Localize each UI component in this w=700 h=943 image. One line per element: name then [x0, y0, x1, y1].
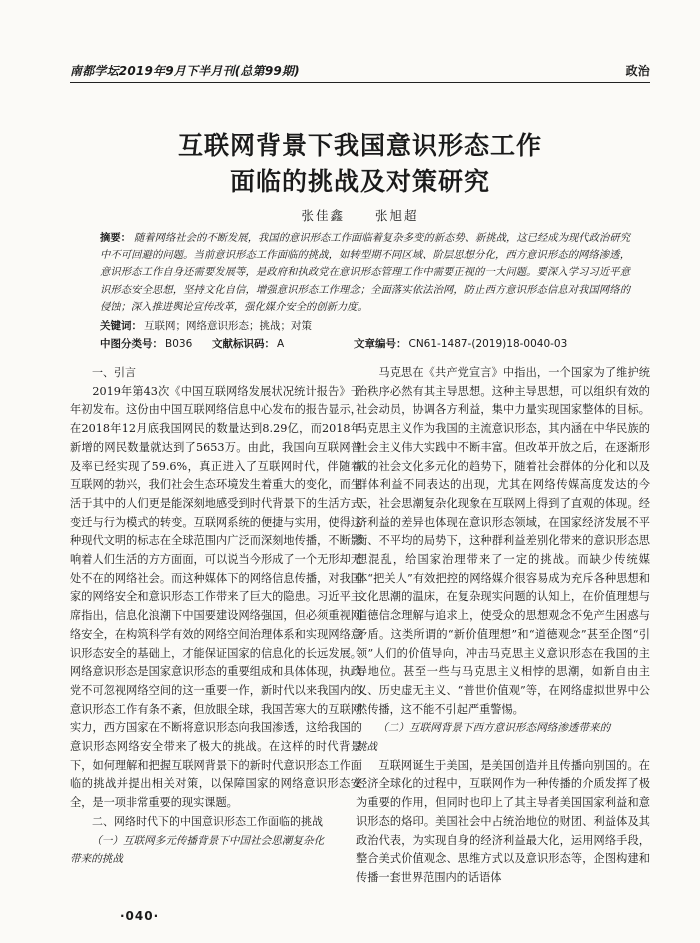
section-heading-intro: 一、引言 — [92, 366, 136, 379]
author-list — [70, 206, 650, 224]
article-title — [70, 128, 650, 200]
abstract-label: 摘要： — [100, 232, 132, 244]
subsection-heading-2: （二）互联网背景下西方意识形态网络渗透带来的 — [377, 722, 611, 735]
article-number-value: CN61-1487-(2019)18-0040-03 — [408, 338, 568, 350]
page-number: ·040· — [120, 909, 160, 923]
subsection-heading-1-cont: 带来的挑战 — [70, 853, 123, 866]
article-number-label: 文章编号： — [354, 338, 407, 350]
section-name: 政治 — [625, 64, 650, 78]
subsection-heading-1: （一）互联网多元传播背景下中国社会思潮复杂化 — [91, 834, 325, 847]
journal-name: 南都学坛2019年9月下半月刊(总第99期) — [70, 64, 300, 78]
paragraph: 马克思在《共产党宣言》中指出，一个国家为了维护统治秩序必然有其主导思想。这种主导思想，可以组织有效的社会动员，协调各方利益，集中力量实现国家整体的目标。马克思主义作为我国的主流意识形态，其内涵在中华民族的社会主义伟大实践中不断丰富。但改革开放之后，在逐渐形成的社会文化多元化的趋势下，随着社会群体的分化和以及群体利益不同表达的出现，尤其在网络传媒高度发达的今天，社会思潮复杂化现象在互联网上得到了直观的体现。经济利益的差异也体现在意识形态领域，在国家经济发展不平衡、不平均的局势下，这种群利益差别化带来的意识形态思想混乱，给国家治理带来了一定的挑战。而缺少传统媒体“把关人”有效把控的网络媒介很容易成为充斥各种思想和文化思潮的温床，在复杂现实问题的认知上，在价值理想与道德信念理解与追求上，使受众的思想观念不免产生困惑与矛盾。这类所谓的“新价值理想”和“道德观念”甚至企图“引领”人们的价值导向，冲击马克思主义意识形态在我国的主导地位。甚至一些与马克思主义相悖的思潮，如新自由主义、历史虚无主义、“普世价值观”等，在网络虚拟世界中公然传播，这不能不引起严重警惕。 — [356, 366, 650, 716]
clc-label: 中图分类号： — [100, 338, 163, 350]
author-name: 张佳鑫 — [301, 208, 345, 223]
keywords-label: 关键词： — [100, 320, 142, 332]
abstract — [100, 230, 630, 316]
subsection-heading-2-cont: 挑战 — [356, 741, 378, 754]
doc-code-value: A — [277, 338, 285, 350]
abstract-text: 随着网络社会的不断发展，我国的意识形态工作面临着复杂多变的新态势、新挑战，这已经成为现代政治研究中不可回避的问题。当前意识形态工作面临的挑战，如转型期不同区域、阶层思想分化，西方意识形态的网络渗透，意识形态工作自身还需要发展等，是政府和执政党在意识形态管理工作中需要正视的一大问题。要深入学习习近平意识形态安全思想，坚持文化自信，增强意识形态工作理念；全面落实依法治网，防止西方意识形态信息对我国网络的侵蚀；深入推进舆论宣传改革，强化媒介安全的创新力度。 — [100, 232, 631, 313]
title-line-1: 互联网背景下我国意识形态工作 — [177, 131, 542, 160]
running-head — [70, 62, 650, 79]
header-rule — [70, 82, 650, 83]
keywords-text: 互联网；网络意识形态；挑战；对策 — [144, 320, 312, 332]
paragraph: 互联网诞生于美国，是美国创造并且传播向别国的。在经济全球化的过程中，互联网作为一种传播的介质发挥了极为重要的作用，但同时也印上了其主导者美国国家利益和意识形态的烙印。美国社会中占统治地位的财团、利益体及其政治代表，为实现自身的经济利益最大化，运用网络手段，整合美式价值观念、思维方式以及意识形态等，企图构建和传播一套世界范围内的话语体 — [356, 758, 650, 884]
left-column — [70, 364, 362, 869]
author-name: 张旭超 — [374, 208, 419, 223]
clc-field — [100, 336, 192, 351]
section-heading-challenges: 二、网络时代下的中国意识形态工作面临的挑战 — [92, 814, 323, 828]
clc-value: B036 — [165, 338, 193, 350]
paragraph: 2019年第43次《中国互联网络发展状况统计报告》于年初发布。这份由中国互联网络信息中心发布的报告显示，在2018年12月底我国网民的数量达到8.29亿，而2018年新增的网民数量就达到了5653万。由此，我国向互联网普及率已经实现了59.6%，真正进入了互联网时代，伴随着互联网的勃兴，我们社会生态环境发生着重大的变化，而生活于其中的人们更是能深刻地感受到时代背景下的生活方式变迁与行为模式的转变。互联网系统的便捷与实用，使得这种现代文明的标志在全球范围内广泛而深刻地传播，不断影响着人们生活的方方面面，可以说当今形成了一个无形却无处不在的网络社会。而这种媒体下的网络信息传播，对我国家的网络安全和意识形态工作带来了巨大的隐患。习近平主席指出，信息化浪潮下中国要建设网络强国，但必须重视网络安全，在构筑科学有效的网络空间治理体系和实现网络意识形态安全的基础上，才能保证国家的信息化的长远发展。网络意识形态是国家意识形态的重要组成和具体体现，执政党不可忽视网络空间的这一重要一作，新时代以来我国内的意识形态工作有条不紊，但放眼全球，我国苦寒大的互联网实力，西方国家在不断将意识形态向我国渗透，这给我国的意识形态网络安全带来了极大的挑战。在这样的时代背景下，如何理解和把握互联网背景下的新时代意识形态工作面临的挑战并提出相关对策，以保障国家的网络意识形态安全，是一项非常重要的现实课题。 — [70, 384, 362, 810]
title-line-2: 面临的挑战及对策研究 — [229, 167, 490, 196]
doc-code-field — [212, 336, 284, 351]
article-number-field — [354, 336, 567, 351]
keywords — [100, 318, 630, 333]
right-column — [356, 364, 650, 888]
doc-code-label: 文献标识码： — [212, 338, 275, 350]
